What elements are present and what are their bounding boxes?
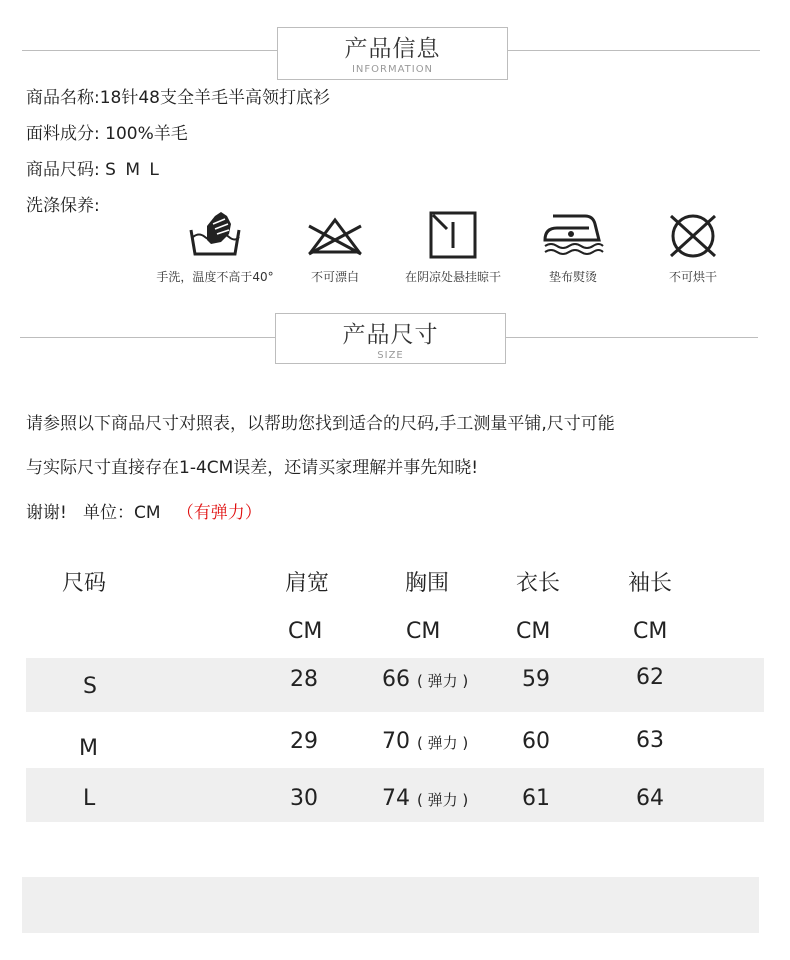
no-tumble-dry-icon (663, 210, 723, 260)
care-iron-cloth (503, 210, 643, 285)
cell-shoulder-l: 30 (290, 786, 318, 811)
cell-sleeve-l: 64 (636, 786, 664, 811)
size-section-subtitle: SIZE (377, 350, 404, 361)
size-label: 商品尺码: (26, 160, 100, 180)
size-divider-left (20, 337, 276, 338)
size-value: S M L (105, 160, 161, 180)
unit-length: CM (516, 619, 551, 644)
info-divider-right (506, 50, 760, 51)
iron-cloth-icon (541, 210, 605, 260)
product-name-label: 商品名称: (26, 88, 100, 108)
cell-chest-s: 66 ( 弹力 ) (382, 667, 469, 692)
dry-shade-icon (423, 210, 483, 260)
thanks-text: 谢谢! (26, 503, 67, 523)
cell-length-m: 60 (522, 729, 550, 754)
care-label-iron-cloth: 垫布熨烫 (548, 270, 597, 284)
size-section-title: 产品尺寸 (342, 322, 439, 348)
care-no-tumble-dry (623, 210, 763, 285)
cell-length-s: 59 (522, 667, 550, 692)
care-label: 洗涤保养: (26, 196, 100, 216)
fabric-line (26, 123, 188, 145)
size-note-line1: 请参照以下商品尺寸对照表，以帮助您找到适合的尺码,手工测量平铺,尺寸可能 (26, 414, 615, 434)
care-label-hand-wash: 手洗，温度不高于40° (156, 270, 274, 284)
header-size: 尺码 (62, 571, 107, 596)
header-sleeve: 袖长 (628, 571, 673, 596)
cell-sleeve-s: 62 (636, 665, 664, 690)
care-dry-shade (383, 210, 523, 285)
cell-sleeve-m: 63 (636, 728, 664, 753)
elastic-note: （有弹力） (176, 503, 262, 523)
cell-shoulder-s: 28 (290, 667, 318, 692)
footer-bar (22, 877, 759, 933)
size-note-line2: 与实际尺寸直接存在1-4CM误差，还请买家理解并事先知晓! (26, 458, 479, 478)
fabric-value: 100%羊毛 (105, 124, 188, 144)
info-section-title: 产品信息 (344, 36, 441, 62)
size-note-line3 (26, 502, 262, 524)
unit-shoulder: CM (288, 619, 323, 644)
info-section-subtitle: INFORMATION (351, 64, 434, 75)
hand-wash-icon (185, 210, 245, 260)
size-line (26, 159, 161, 181)
no-bleach-icon (305, 210, 365, 260)
info-divider-left (22, 50, 278, 51)
care-label-dry-shade: 在阴凉处悬挂晾干 (404, 270, 501, 284)
care-hand-wash (145, 210, 285, 285)
product-name-value: 18针48支全羊毛半高领打底衫 (99, 88, 330, 108)
header-shoulder: 肩宽 (285, 571, 330, 596)
cell-size-s: S (83, 674, 97, 699)
size-section-header (275, 313, 506, 364)
cell-length-l: 61 (522, 786, 550, 811)
cell-shoulder-m: 29 (290, 729, 318, 754)
product-name-line (26, 87, 330, 109)
unit-chest: CM (406, 619, 441, 644)
cell-chest-l: 74 ( 弹力 ) (382, 786, 469, 811)
cell-size-m: M (79, 736, 98, 761)
info-section-header (277, 27, 508, 80)
size-divider-right (504, 337, 758, 338)
care-label-no-bleach: 不可漂白 (310, 270, 359, 284)
care-label-no-tumble-dry: 不可烘干 (668, 270, 717, 284)
fabric-label: 面料成分: (26, 124, 100, 144)
cell-size-l: L (83, 786, 96, 811)
care-line (26, 195, 100, 217)
cell-chest-m: 70 ( 弹力 ) (382, 729, 469, 754)
header-chest: 胸围 (405, 571, 450, 596)
unit-text: 单位：CM (83, 503, 161, 523)
unit-sleeve: CM (633, 619, 668, 644)
header-length: 衣长 (516, 571, 561, 596)
